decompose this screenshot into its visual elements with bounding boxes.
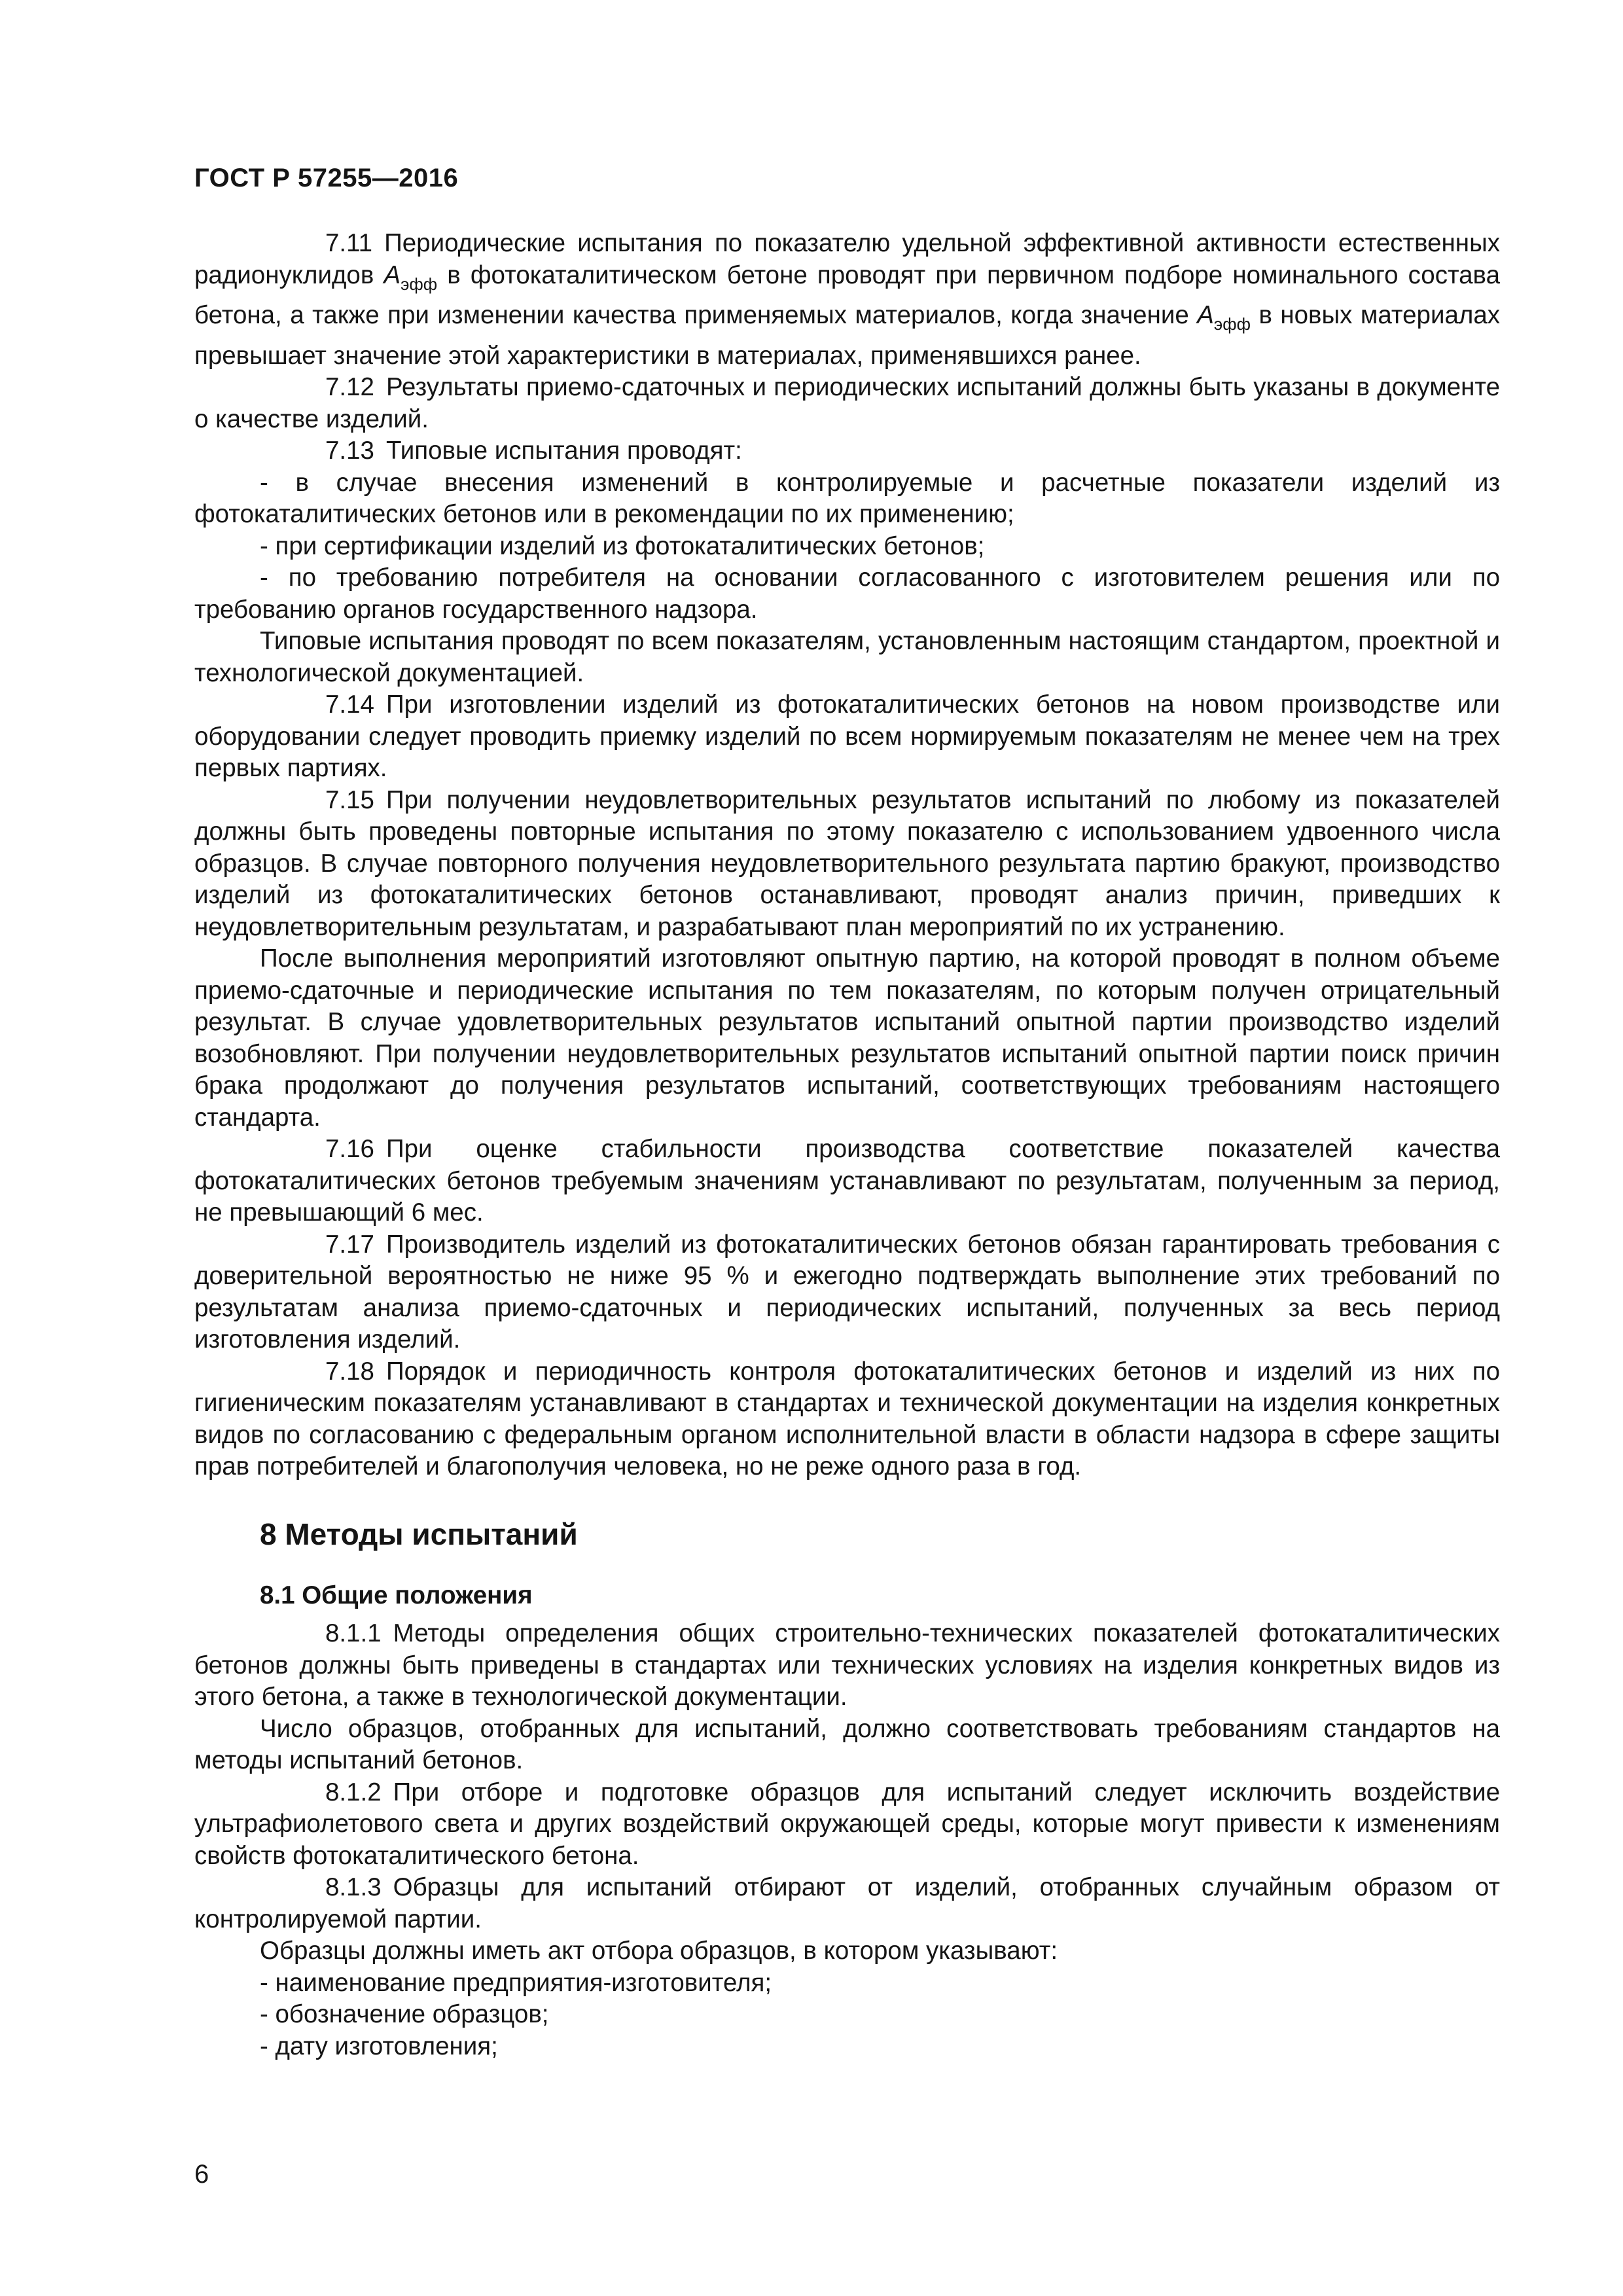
clause-number: 8.1.2 — [325, 1778, 382, 1806]
paragraph-text: При получении неудовлетворительных результатов испытаний по любому из показателей должны быть проведены повторные испытания по этому показателю с использованием удвоенного числа образцов. В случае повторного получения неудовлетворительного результата партию бракуют, производство изделий из фотокаталитических бетонов останавливают, проводят анализ причин, приведших к неудовлетворительным результатам, и разрабатывают план мероприятий по их устранению. — [194, 785, 1500, 941]
paragraph-7-16 — [194, 1134, 1500, 1229]
paragraph-text: в фотокаталитическом бетоне проводят при первичном подборе номинального состава бетона, а также при изменении качества применяемых материалов, когда значение — [194, 260, 1500, 329]
paragraph-text: Образцы для испытаний отбирают от изделий, отобранных случайным образом от контролируемой партии. — [194, 1873, 1500, 1933]
paragraph-7-13-note: Типовые испытания проводят по всем показателям, установленным настоящим стандартом, проектной и технологической документацией. — [194, 627, 1500, 687]
clause-number: 7.13 — [325, 437, 374, 465]
clause-number: 7.14 — [325, 691, 374, 719]
paragraph-7-15-cont: После выполнения мероприятий изготовляют опытную партию, на которой проводят в полном объеме приемо-сдаточные и периодические испытания по тем показателям, по которым получен отрицательный результат. В случае удовлетворительных результатов испытаний опытной партии производство изделий возобновляют. При получении неудовлетворительных результатов испытаний опытной партии поиск причин брака продолжают до получения результатов испытаний, соответствующих требованиям настоящего стандарта. — [194, 944, 1500, 1132]
paragraph-7-15 — [194, 785, 1500, 944]
clause-number: 7.16 — [325, 1135, 374, 1163]
list-item: - наименование предприятия-изготовителя; — [260, 1968, 772, 1997]
paragraph-7-17 — [194, 1229, 1500, 1356]
subsection-title: 8.1 Общие положения — [260, 1581, 533, 1609]
clause-number: 8.1.1 — [325, 1619, 382, 1647]
paragraph-7-13 — [194, 435, 1500, 467]
list-item: - по требованию потребителя на основании согласованного с изготовителем решения или по требованию органов государственного надзора. — [194, 564, 1500, 624]
document-header: ГОСТ Р 57255—2016 — [194, 164, 459, 192]
paragraph-text: в новых материалах превышает значение этой характеристики в материалах, применявшихся ранее. — [194, 301, 1500, 370]
paragraph-7-11 — [194, 228, 1500, 372]
paragraph-text: При отборе и подготовке образцов для испытаний следует исключить воздействие ультрафиолетового света и других воздействий окружающей среды, которые могут привести к изменениям свойств фотокаталитического бетона. — [194, 1778, 1500, 1870]
paragraph-7-18 — [194, 1356, 1500, 1483]
clause-number: 8.1.3 — [325, 1873, 382, 1901]
paragraph-text: Периодические испытания по показателю удельной эффективной активности естественных радионуклидов — [194, 229, 1500, 289]
paragraph-8-1-3-cont: Образцы должны иметь акт отбора образцов, в котором указывают: — [260, 1937, 1058, 1965]
paragraph-7-12 — [194, 372, 1500, 435]
section-title: 8 Методы испытаний — [260, 1516, 578, 1551]
paragraph-text: Порядок и периодичность контроля фотокаталитических бетонов и изделий из них по гигиеническим показателям устанавливают в стандартах и технической документации на изделия конкретных видов по согласованию с федеральным органом исполнительной власти в области надзора в сфере защиты прав потребителей и благополучия человека, но не реже одного раза в год. — [194, 1357, 1500, 1480]
clause-number: 7.11 — [325, 229, 373, 257]
list-item: - в случае внесения изменений в контролируемые и расчетные показатели изделий из фотокаталитических бетонов или в рекомендации по их применению; — [194, 468, 1500, 528]
activity-symbol: A — [383, 260, 401, 289]
document-body — [194, 228, 1500, 2062]
list-item: - обозначение образцов; — [260, 2000, 549, 2028]
list-item: - дату изготовления; — [260, 2032, 498, 2060]
list-item: - при сертификации изделий из фотокаталитических бетонов; — [260, 531, 985, 560]
paragraph-7-14 — [194, 689, 1500, 785]
clause-number: 7.18 — [325, 1357, 374, 1386]
paragraph-8-1-3 — [194, 1872, 1500, 1935]
activity-symbol-subscript: эфф — [401, 274, 438, 294]
paragraph-text: Результаты приемо-сдаточных и периодических испытаний должны быть указаны в документе о качестве изделий. — [194, 373, 1500, 433]
paragraph-text: При изготовлении изделий из фотокаталитических бетонов на новом производстве или оборудовании следует проводить приемку изделий по всем нормируемым показателям не менее чем на трех первых партиях. — [194, 691, 1500, 782]
clause-number: 7.17 — [325, 1230, 374, 1259]
clause-number: 7.15 — [325, 785, 374, 814]
paragraph-8-1-1-cont: Число образцов, отобранных для испытаний, должно соответствовать требованиям стандартов на методы испытаний бетонов. — [194, 1714, 1500, 1774]
activity-symbol-subscript: эфф — [1213, 314, 1251, 334]
activity-symbol: A — [1197, 301, 1214, 329]
paragraph-text: Методы определения общих строительно-технических показателей фотокаталитических бетонов должны быть приведены в стандартах или технических условиях на изделия конкретных видов из этого бетона, а также в технологической документации. — [194, 1619, 1500, 1711]
paragraph-8-1-1 — [194, 1618, 1500, 1713]
paragraph-8-1-2 — [194, 1777, 1500, 1873]
page-number: 6 — [194, 2160, 209, 2189]
paragraph-text: Типовые испытания проводят: — [385, 437, 742, 465]
paragraph-text: Производитель изделий из фотокаталитических бетонов обязан гарантировать требования с доверительной вероятностью не ниже 95 % и ежегодно подтверждать выполнение этих требований по результатам анализа приемо-сдаточных и периодических испытаний, полученных за весь период изготовления изделий. — [194, 1230, 1500, 1354]
clause-number: 7.12 — [325, 373, 374, 401]
paragraph-text: При оценке стабильности производства соответствие показателей качества фотокаталитических бетонов требуемым значениям устанавливают по результатам, полученным за период, не превышающий 6 мес. — [194, 1135, 1500, 1227]
